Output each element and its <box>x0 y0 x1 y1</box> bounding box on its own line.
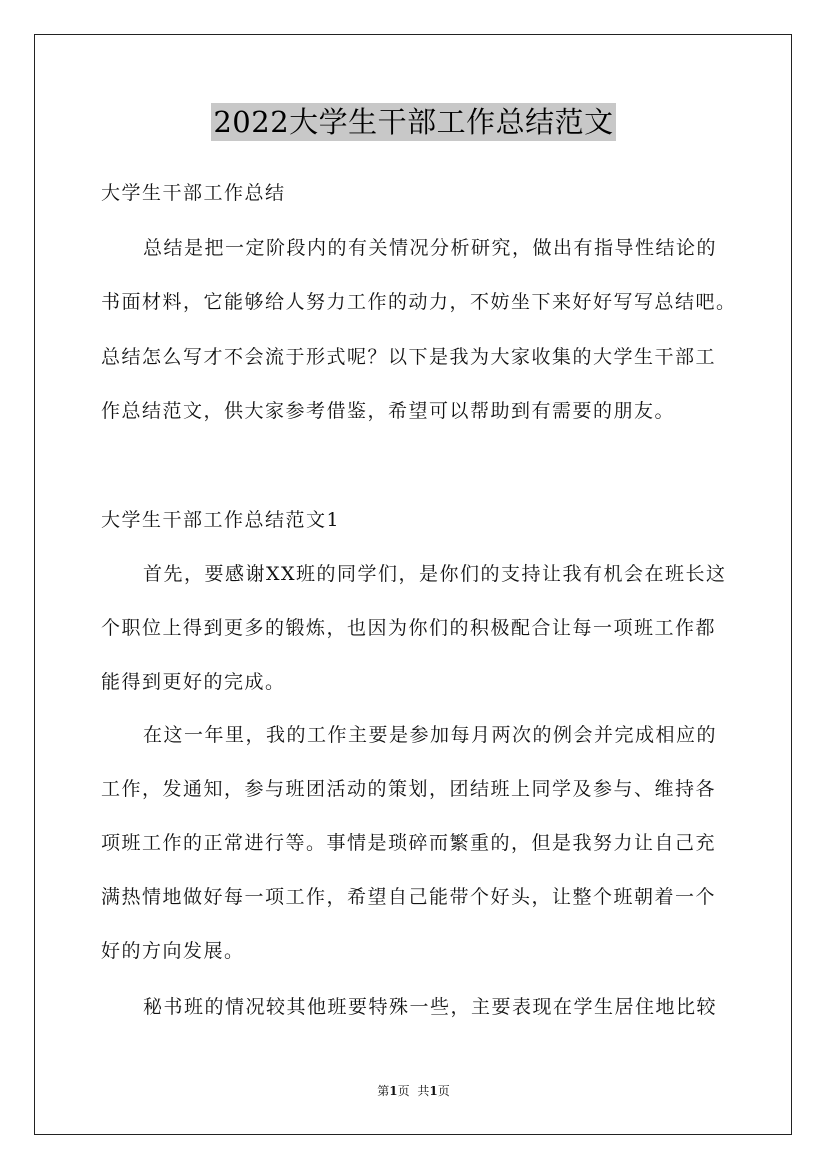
para3-line-1: 秘书班的情况较其他班要特殊一些，主要表现在学生居住地比较 <box>143 996 718 1018</box>
page-footer <box>0 1083 827 1099</box>
para2-line-1: 在这一年里，我的工作主要是参加每月两次的例会并完成相应的 <box>143 724 718 746</box>
para2-line-4: 满热情地做好每一项工作，希望自己能带个好头，让整个班朝着一个 <box>101 886 717 908</box>
para1-line-2: 个职位上得到更多的锻炼，也因为你们的积极配合让每一项班工作都 <box>101 617 717 639</box>
para2-line-3: 项班工作的正常进行等。事情是琐碎而繁重的，但是我努力让自己充 <box>101 832 717 854</box>
para1-line-1: 首先，要感谢XX班的同学们，是你们的支持让我有机会在班长这 <box>143 563 727 585</box>
intro-line-1: 总结是把一定阶段内的有关情况分析研究，做出有指导性结论的 <box>143 237 718 259</box>
para2-line-2: 工作，发通知，参与班团活动的策划，团结班上同学及参与、维持各 <box>101 778 717 800</box>
intro-line-4: 作总结范文，供大家参考借鉴，希望可以帮助到有需要的朋友。 <box>101 400 676 422</box>
intro-line-3: 总结怎么写才不会流于形式呢？以下是我为大家收集的大学生干部工 <box>101 346 717 368</box>
footer-page-suffix: 页 <box>397 1084 410 1098</box>
para1-line-3: 能得到更好的完成。 <box>101 671 286 693</box>
footer-page-number: 1 <box>389 1084 398 1098</box>
footer-total-prefix: 共 <box>417 1084 430 1098</box>
footer-total-suffix: 页 <box>437 1084 450 1098</box>
document-title: 2022大学生干部工作总结范文 <box>213 105 614 139</box>
intro-line-2: 书面材料，它能够给人努力工作的动力，不妨坐下来好好写写总结吧。 <box>101 291 737 313</box>
footer-page-prefix: 第 <box>377 1084 390 1098</box>
section-heading: 大学生干部工作总结 <box>101 182 286 204</box>
para2-line-5: 好的方向发展。 <box>101 940 245 962</box>
footer-total-pages: 1 <box>429 1084 438 1098</box>
article-heading: 大学生干部工作总结范文1 <box>101 509 341 531</box>
title-container <box>0 103 827 141</box>
